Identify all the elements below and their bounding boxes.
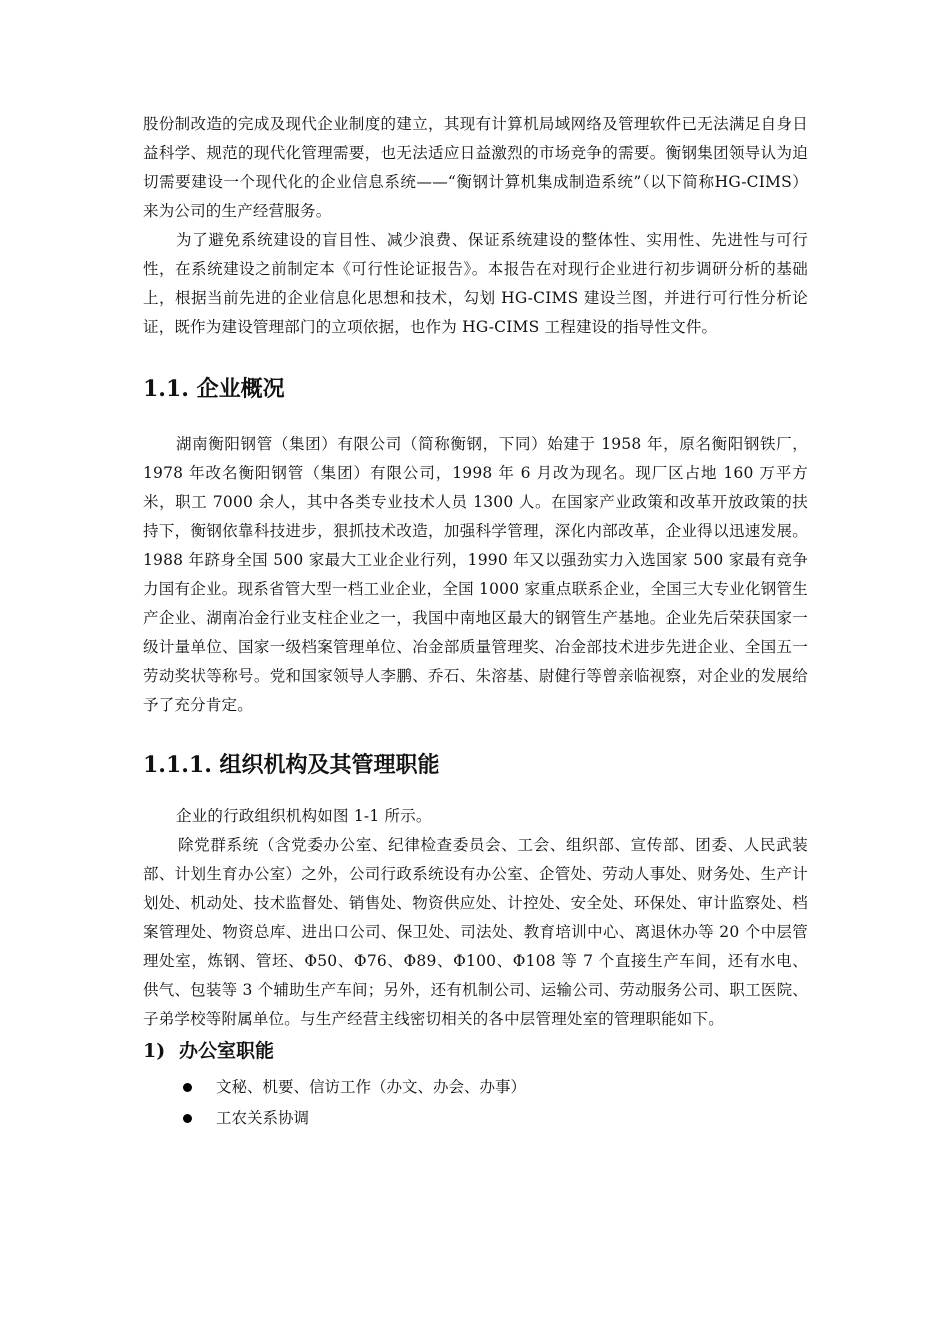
bullet-icon — [183, 1083, 192, 1092]
section-heading-1-1: 1.1. 企业概况 — [143, 376, 285, 402]
company-overview-paragraph: 湖南衡阳钢管（集团）有限公司（简称衡钢，下同）始建于 1958 年，原名衡阳钢铁厂，1978 年改名衡阳钢管（集团）有限公司，1998 年 6 月改为现名。现厂区占地 160 万平方米，职工 7000 余人，其中各类专业技术人员 1300 人。在国家产业政策和改革开放政策的扶持下，衡钢依靠科技进步，狠抓技术改造，加强科学管理，深化内部改革，企业得以迅速发展。1988 年跻身全国 500 家最大工业企业行列，1990 年又以强劲实力入选国家 500 家最有竞争力国有企业。现系省管大型一档工业企业，全国 1000 家重点联系企业，全国三大专业化钢管生产企业、湖南冶金行业支柱企业之一，我国中南地区最大的钢管生产基地。企业先后荣获国家一级计量单位、国家一级档案管理单位、冶金部质量管理奖、冶金部技术进步先进企业、全国五一劳动奖状等称号。党和国家领导人李鹏、乔石、朱溶基、尉健行等曾亲临视察，对企业的发展给予了充分肯定。 — [143, 435, 808, 714]
list-item — [143, 1072, 808, 1103]
section-heading-1-1-1: 1.1.1. 组织机构及其管理职能 — [143, 752, 440, 778]
subsection-heading-office — [143, 1036, 808, 1066]
intro-paragraph-1: 股份制改造的完成及现代企业制度的建立，其现有计算机局域网络及管理软件已无法满足自身日益科学、规范的现代化管理需要，也无法适应日益激烈的市场竞争的需要。衡钢集团领导认为迫切需要建设一个现代化的企业信息系统——“衡钢计算机集成制造系统”（以下简称HG-CIMS）来为公司的生产经营服务。 — [143, 115, 808, 220]
subsection-title: 办公室职能 — [179, 1040, 275, 1062]
org-figure-reference-paragraph: 企业的行政组织机构如图 1-1 所示。 — [176, 807, 432, 825]
subsection-number: 1) — [143, 1040, 166, 1062]
list-item-text: 文秘、机要、信访工作（办文、办会、办事） — [216, 1078, 527, 1096]
office-duties-list — [143, 1072, 808, 1134]
org-structure-paragraph: 除党群系统（含党委办公室、纪律检查委员会、工会、组织部、宣传部、团委、人民武装部、计划生育办公室）之外，公司行政系统设有办公室、企管处、劳动人事处、财务处、生产计划处、机动处、技术监督处、销售处、物资供应处、计控处、安全处、环保处、审计监察处、档案管理处、物资总库、进出口公司、保卫处、司法处、教育培训中心、离退休办等 20 个中层管理处室，炼钢、管坯、Φ50、Φ76、Φ89、Φ100、Φ108 等 7 个直接生产车间，还有水电、供气、包装等 3 个辅助生产车间；另外，还有机制公司、运输公司、劳动服务公司、职工医院、子弟学校等附属单位。与生产经营主线密切相关的各中层管理处室的管理职能如下。 — [143, 836, 808, 1028]
list-item-text: 工农关系协调 — [216, 1109, 310, 1127]
list-item — [143, 1103, 808, 1134]
document-page — [143, 110, 808, 1134]
intro-paragraph-2: 为了避免系统建设的盲目性、减少浪费、保证系统建设的整体性、实用性、先进性与可行性，在系统建设之前制定本《可行性论证报告》。本报告在对现行企业进行初步调研分析的基础上，根据当前先进的企业信息化思想和技术，勾划 HG-CIMS 建设兰图，并进行可行性分析论证，既作为建设管理部门的立项依据，也作为 HG-CIMS 工程建设的指导性文件。 — [143, 231, 808, 336]
bullet-icon — [183, 1114, 192, 1123]
